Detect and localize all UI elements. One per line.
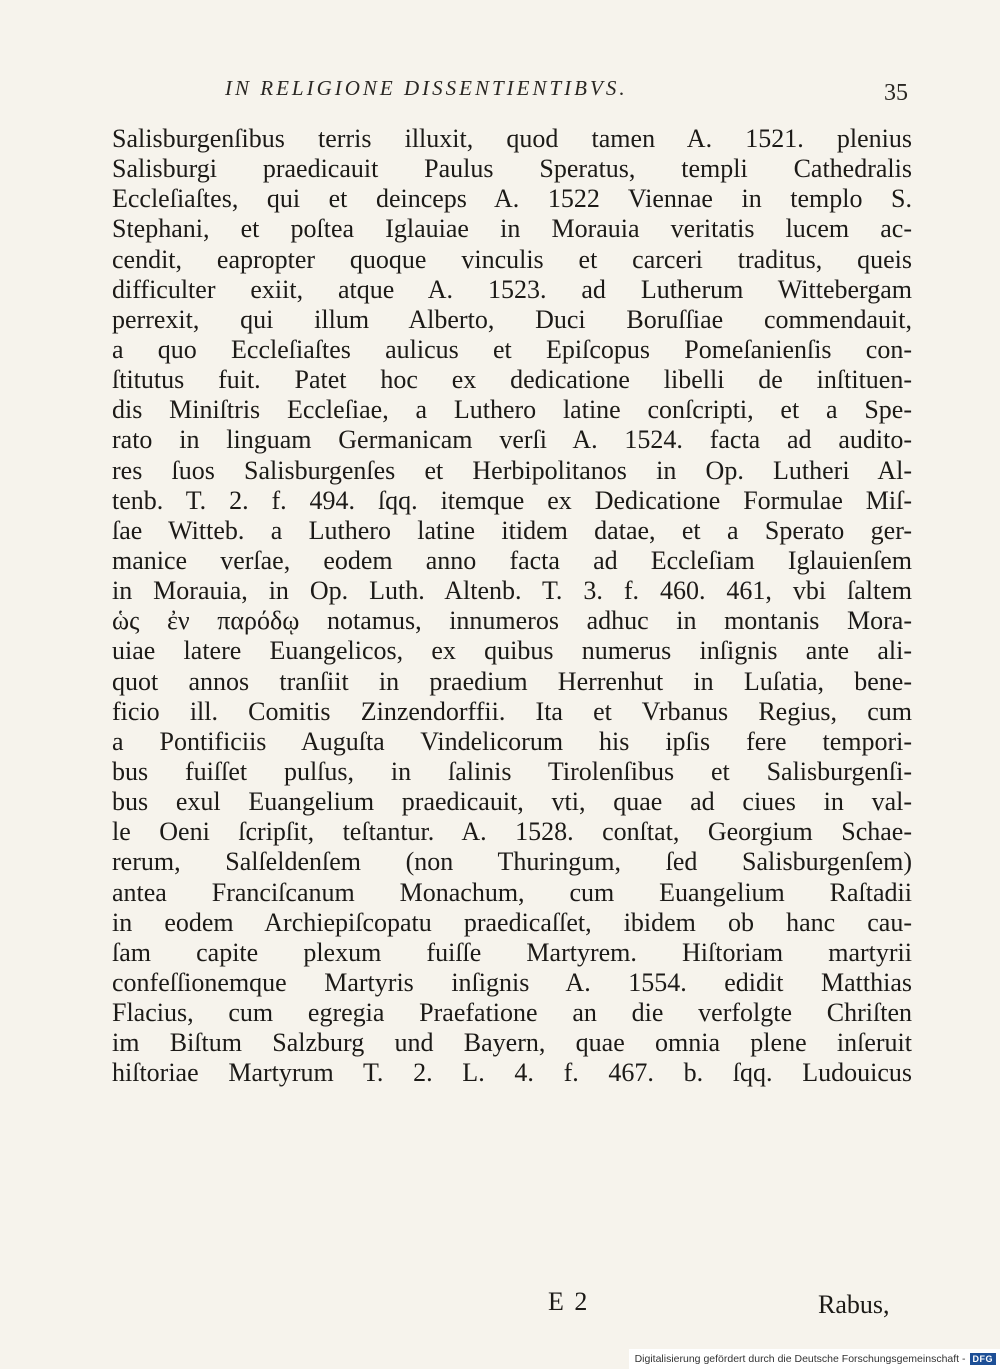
text-line: in eodem Archiepiſcopatu praedicaſſet, ibidem ob hanc cau-	[112, 907, 912, 937]
catchword: Rabus,	[818, 1290, 890, 1319]
text-line: hiſtoriae Martyrum T. 2. L. 4. f. 467. b. ſqq. Ludouicus	[112, 1058, 912, 1088]
text-line: Stephani, et poſtea Iglauiae in Morauia veritatis lucem ac-	[112, 214, 912, 244]
page-number: 35	[884, 80, 908, 106]
text-line: tenb. T. 2. f. 494. ſqq. itemque ex Dedicatione Formulae Miſ-	[112, 485, 912, 515]
text-line: im Biſtum Salzburg und Bayern, quae omnia plene inſeruit	[112, 1028, 912, 1058]
text-line: Flacius, cum egregia Praefatione an die verfolgte Chriſten	[112, 998, 912, 1028]
text-line: bus fuiſſet pulſus, in ſalinis Tirolenſibus et Salisburgenſi-	[112, 756, 912, 786]
dfg-logo: DFG	[970, 1353, 997, 1365]
text-line: le Oeni ſcripſit, teſtantur. A. 1528. conſtat, Georgium Schae-	[112, 817, 912, 847]
signature-mark: E 2	[548, 1287, 590, 1316]
footer-credit: Digitalisierung gefördert durch die Deutsche Forschungsgemeinschaft -	[634, 1353, 966, 1365]
text-line: ſtitutus fuit. Patet hoc ex dedicatione libelli de inſtituen-	[112, 365, 912, 395]
text-line: ſam capite plexum fuiſſe Martyrem. Hiſtoriam martyrii	[112, 937, 912, 967]
text-line: quot annos tranſiit in praedium Herrenhut in Luſatia, bene-	[112, 666, 912, 696]
text-line: dis Miniſtris Eccleſiae, a Luthero latine conſcripti, et a Spe-	[112, 395, 912, 425]
text-line: cendit, eapropter quoque vinculis et carceri traditus, queis	[112, 244, 912, 274]
text-line: a Pontificiis Auguſta Vindelicorum his ipſis fere tempori-	[112, 726, 912, 756]
text-line: ſae Witteb. a Luthero latine itidem datae, et a Sperato ger-	[112, 515, 912, 545]
text-line: difficulter exiit, atque A. 1523. ad Lutherum Wittebergam	[112, 274, 912, 304]
text-line: confeſſionemque Martyris inſignis A. 1554. edidit Matthias	[112, 967, 912, 997]
digitization-footer	[629, 1349, 1000, 1369]
text-line: perrexit, qui illum Alberto, Duci Boruſſiae commendauit,	[112, 304, 912, 334]
text-line: ficio ill. Comitis Zinzendorffii. Ita et Vrbanus Regius, cum	[112, 696, 912, 726]
text-line: rato in linguam Germanicam verſi A. 1524. facta ad audito-	[112, 425, 912, 455]
running-title: IN RELIGIONE DISSENTIENTIBVS.	[225, 76, 628, 100]
text-line: antea Franciſcanum Monachum, cum Euangelium Raſtadii	[112, 877, 912, 907]
text-line: bus exul Euangelium praedicauit, vti, quae ad ciues in val-	[112, 787, 912, 817]
text-line: rerum, Salſeldenſem (non Thuringum, ſed Salisburgenſem)	[112, 847, 912, 877]
text-line: Eccleſiaſtes, qui et deinceps A. 1522 Viennae in templo S.	[112, 184, 912, 214]
text-line: Salisburgenſibus terris illuxit, quod tamen A. 1521. plenius	[112, 124, 912, 153]
text-line: a quo Eccleſiaſtes aulicus et Epiſcopus Pomeſanienſis con-	[112, 334, 912, 364]
text-line: Salisburgi praedicauit Paulus Speratus, templi Cathedralis	[112, 154, 912, 184]
text-line: in Morauia, in Op. Luth. Altenb. T. 3. f. 460. 461, vbi ſaltem	[112, 576, 912, 606]
body-text	[112, 124, 912, 1089]
text-line: uiae latere Euangelicos, ex quibus numerus inſignis ante ali-	[112, 636, 912, 666]
text-line: res ſuos Salisburgenſes et Herbipolitanos in Op. Lutheri Al-	[112, 455, 912, 485]
text-line: ὡς ἐν παρόδῳ notamus, innumeros adhuc in montanis Mora-	[112, 606, 912, 636]
text-line: manice verſae, eodem anno facta ad Eccleſiam Iglauienſem	[112, 545, 912, 575]
